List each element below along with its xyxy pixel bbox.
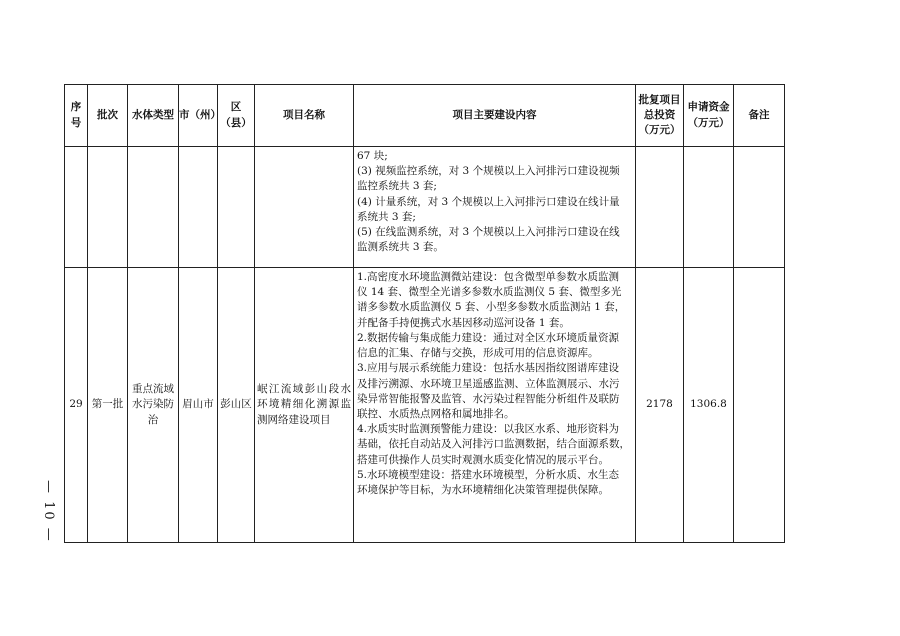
table-row	[65, 268, 785, 543]
row-approved-total: 2178	[636, 268, 684, 543]
content-line: 搭建可供操作人员实时观测水质变化情况的展示平台。	[357, 453, 609, 466]
page-number: — 10 —	[41, 480, 56, 543]
content-line: 联控、水质热点网格和属地排名。	[357, 407, 515, 420]
content-line: 信息的汇集、存储与交换，形成可用的信息资源库。	[357, 347, 599, 360]
content-line: (5) 在线监测系统，对 3 个规模以上入河排污口建设在线	[357, 226, 620, 239]
header-approved-total: 批复项目 总投资 （万元）	[636, 85, 684, 147]
row-city: 眉山市	[179, 268, 218, 543]
content-line: 环境保护等目标，为水环境精细化决策管理提供保障。	[357, 484, 609, 497]
header-remarks: 备注	[734, 85, 785, 147]
project-table	[64, 84, 785, 543]
row-requested: 1306.8	[684, 268, 734, 543]
row-district: 彭山区	[218, 268, 255, 543]
content-line: 及排污溯源、水环境卫星遥感监测、立体监测展示、水污	[357, 377, 620, 390]
content-line: 监测系统共 3 套。	[357, 241, 444, 254]
content-line: 并配备手持便携式水基因移动巡河设备 1 套。	[357, 316, 570, 329]
header-seq: 序 号	[65, 85, 88, 147]
content-line: 1.高密度水环境监测微站建设：包含微型单参数水质监测	[357, 271, 620, 283]
content-line: 系统共 3 套;	[357, 210, 416, 223]
header-project-name: 项目名称	[255, 85, 354, 147]
content-line: 染异常智能报警及监管、水污染过程智能分析组件及联防	[357, 392, 620, 405]
header-requested: 申请资金 （万元）	[684, 85, 734, 147]
row-seq: 29	[65, 268, 88, 543]
content-line: 3.应用与展示系统能力建设：包括水基因指纹图谱库建设	[357, 362, 620, 375]
header-district: 区（县）	[218, 85, 255, 147]
header-content: 项目主要建设内容	[354, 85, 636, 147]
content-line: 谱多参数水质监测仪 5 套、小型多参数水质监测站 1 套，	[357, 301, 626, 314]
content-line: 仪 14 套、微型全光谱多参数水质监测仪 5 套、微型多光	[357, 286, 622, 299]
content-line: 监控系统共 3 套;	[357, 180, 437, 193]
row-water-type: 重点流域水污染防治	[128, 268, 179, 543]
content-line: 4.水质实时监测预警能力建设：以我区水系、地形资料为	[357, 423, 620, 436]
content-line: (4) 计量系统，对 3 个规模以上入河排污口建设在线计量	[357, 195, 620, 208]
content-line: 2.数据传输与集成能力建设：通过对全区水环境质量资源	[357, 331, 620, 344]
header-city: 市（州）	[179, 85, 218, 147]
row-remarks	[734, 268, 785, 543]
content-line: 基础，依托自动站及入河排污口监测数据，结合面源系数，	[357, 438, 630, 451]
row-content	[354, 268, 636, 543]
row-project-name: 岷江流域彭山段水环境精细化溯源监测网络建设项目	[255, 268, 354, 543]
row-batch: 第一批	[88, 268, 128, 543]
header-water-type: 水体类型	[128, 85, 179, 147]
content-line: 5.水环境模型建设：搭建水环境模型，分析水质、水生态	[357, 468, 620, 481]
content-line: (3) 视频监控系统，对 3 个规模以上入河排污口建设视频	[357, 165, 620, 178]
content-line: 67 块;	[357, 150, 388, 162]
header-row	[65, 85, 785, 147]
header-batch: 批次	[88, 85, 128, 147]
continuation-row	[65, 147, 785, 268]
continuation-content	[354, 147, 636, 268]
